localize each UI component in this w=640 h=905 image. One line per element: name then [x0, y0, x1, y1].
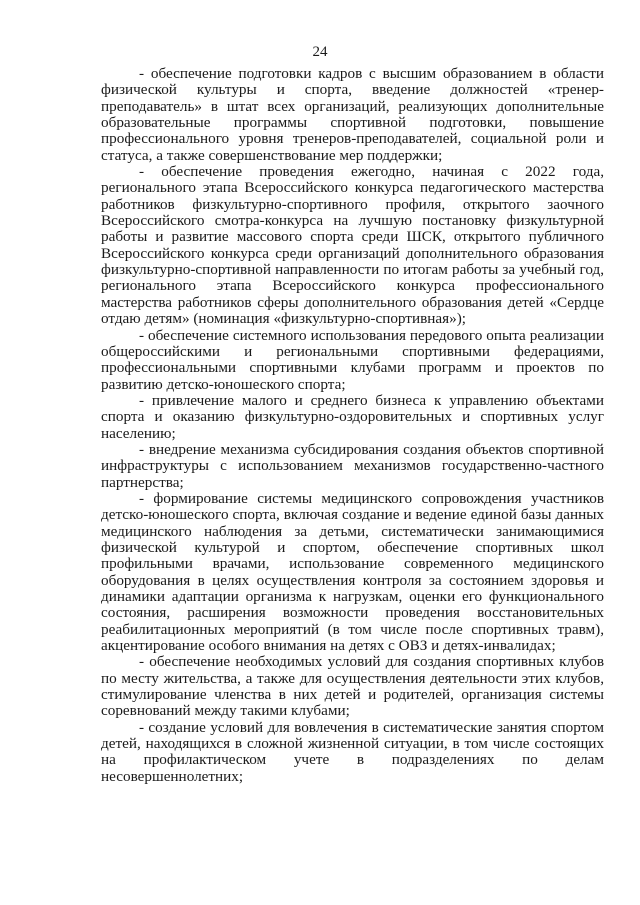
list-item-residential-clubs: - обеспечение необходимых условий для создания спортивных клубов по месту жительства, а также для осуществления деятельности этих клубов, стимулирование членства в них детей и родителей, организация системы соревнований между такими клубами;: [101, 653, 604, 720]
list-item-annual-competitions: - обеспечение проведения ежегодно, начиная с 2022 года, регионального этапа Всероссийского конкурса педагогического мастерства работников физкультурно-спортивного профиля, открытого заочного Всероссийского смотра-конкурса на лучшую постановку физкультурной работы и развитие массового спорта среди ШСК, открытого публичного Всероссийского конкурса среди организаций дополнительного образования физкультурно-спортивной направленности по итогам работы за учебный год, регионального этапа Всероссийского конкурса профессионального мастерства работников сферы дополнительного образования детей «Сердце отдаю детям» (номинация «физкультурно-спортивная»);: [101, 163, 604, 328]
page-number: 24: [312, 44, 328, 60]
document-body: [101, 66, 604, 785]
list-item-vulnerable-children: - создание условий для вовлечения в систематические занятия спортом детей, находящихся в сложной жизненной ситуации, в том числе состоящих на профилактическом учете в подразделениях по делам несовершеннолетних;: [101, 718, 604, 785]
list-item-business-involvement: - привлечение малого и среднего бизнеса к управлению объектами спорта и оказанию физкультурно-оздоровительных и спортивных услуг населению;: [101, 391, 604, 442]
list-item-staff-training: - обеспечение подготовки кадров с высшим образованием в области физической культуры и спорта, введение должностей «тренер-преподаватель» в штат всех организаций, реализующих дополнительные образовательные программы спортивной подготовки, повышение профессионального уровня тренеров-преподавателей, социальной роли и статуса, а также совершенствование мер поддержки;: [101, 65, 604, 164]
list-item-medical-support: - формирование системы медицинского сопровождения участников детско-юношеского спорта, включая создание и ведение единой базы данных медицинского наблюдения за детьми, систематически занимающимися физической культурой и спортом, обеспечение спортивных школ профильными врачами, использование современного медицинского оборудования в целях осуществления контроля за состоянием здоровья и динамики адаптации организма к нагрузкам, оценки его функционального состояния, расширения возможности проведения восстановительных реабилитационных мероприятий (в том числе после спортивных травм), акцентирование особого внимания на детях с ОВЗ и детях-инвалидах;: [101, 489, 604, 655]
list-item-subsidy-mechanism: - внедрение механизма субсидирования создания объектов спортивной инфраструктуры с использованием механизмов государственно-частного партнерства;: [101, 440, 604, 491]
list-item-best-practices: - обеспечение системного использования передового опыта реализации общероссийскими и региональными спортивными федерациями, профессиональными спортивными клубами программ и проектов по развитию детско-юношеского спорта;: [101, 326, 604, 393]
